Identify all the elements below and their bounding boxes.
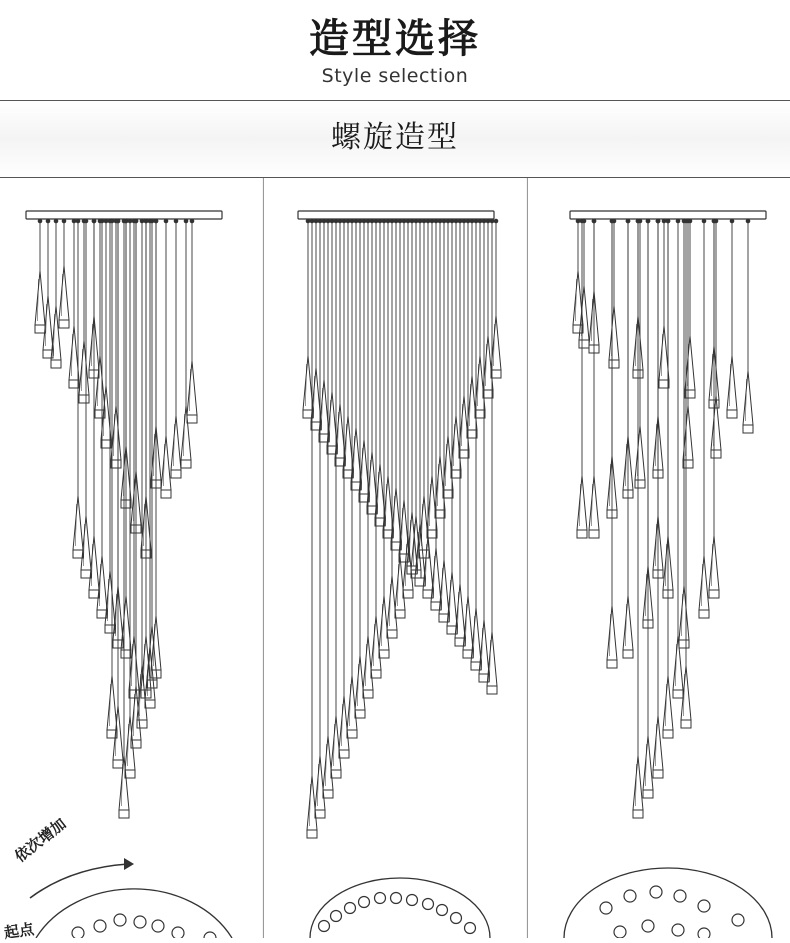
layout-dot: [437, 905, 448, 916]
pendant-cap: [111, 460, 121, 468]
pendant-cap: [443, 490, 453, 498]
pendant-cap: [101, 440, 111, 448]
layout-circle: [310, 878, 490, 938]
layout-dot: [134, 916, 146, 928]
layout-dot: [465, 923, 476, 934]
pendant-cap: [459, 450, 469, 458]
pendant-cap: [681, 720, 691, 728]
pendant-cap: [81, 570, 91, 578]
pendant-cap: [685, 390, 695, 398]
pendant-cap: [711, 450, 721, 458]
layout-dot: [732, 914, 744, 926]
pendant-cone: [35, 271, 45, 325]
pendant-cap: [403, 590, 413, 598]
pendant-cone: [303, 356, 313, 410]
pendant-cone: [635, 426, 645, 480]
pendant-cap: [635, 480, 645, 488]
pendant-cap: [467, 430, 477, 438]
layout-dot: [359, 897, 370, 908]
layout-dot: [698, 928, 710, 938]
pendant-cone: [111, 406, 121, 460]
pendant-cap: [483, 390, 493, 398]
pendant-cone: [633, 756, 643, 810]
spiral-chandelier-drawing-b: [264, 178, 528, 938]
pendant-cone: [643, 736, 653, 790]
pendant-cap: [161, 490, 171, 498]
pendant-cap: [89, 590, 99, 598]
pendant-cone: [623, 596, 633, 650]
layout-dot: [600, 902, 612, 914]
pendant-cap: [379, 650, 389, 658]
ceiling-canopy: [570, 211, 766, 219]
pendant-cap: [419, 550, 429, 558]
pendant-cap: [79, 395, 89, 403]
pendant-cap: [51, 360, 61, 368]
pendant-cone: [69, 326, 79, 380]
pendant-cap: [435, 510, 445, 518]
layout-circle: [36, 889, 232, 938]
pendant-cone: [171, 416, 181, 470]
pendant-cone: [699, 556, 709, 610]
layout-circle: [564, 868, 772, 938]
layout-dot: [72, 927, 84, 938]
pendant-cap: [73, 550, 83, 558]
pendant-cap: [395, 610, 405, 618]
page-title: 造型选择: [309, 16, 481, 62]
pendant-cone: [663, 676, 673, 730]
pendant-cone: [59, 266, 69, 320]
pendant-cap: [633, 810, 643, 818]
pendant-cap: [121, 650, 131, 658]
layout-dot: [94, 920, 106, 932]
pendant-cap: [35, 325, 45, 333]
pendant-cap: [315, 810, 325, 818]
layout-dot: [152, 920, 164, 932]
pendant-cone: [73, 496, 83, 550]
pendant-cap: [487, 686, 497, 694]
pendant-cone: [141, 636, 151, 690]
pendant-cone: [101, 386, 111, 440]
layout-dot: [642, 920, 654, 932]
pendant-cone: [659, 326, 669, 380]
layout-dot: [451, 913, 462, 924]
pendant-cone: [683, 406, 693, 460]
pendant-cap: [663, 730, 673, 738]
layout-dot: [172, 927, 184, 938]
pendant-cap: [727, 410, 737, 418]
layout-dot: [650, 886, 662, 898]
layout-dot: [674, 890, 686, 902]
pendant-cap: [339, 750, 349, 758]
pendant-cap: [743, 425, 753, 433]
chandelier-panel-b: [264, 178, 528, 938]
layout-dot: [672, 924, 684, 936]
direction-arrow: [30, 864, 128, 898]
pendant-cap: [69, 380, 79, 388]
pendant-cone: [491, 316, 501, 370]
layout-dot: [319, 921, 330, 932]
pendant-cone: [727, 356, 737, 410]
pendant-cone: [79, 341, 89, 395]
pendant-cone: [673, 636, 683, 690]
annotation-increase: 依次增加: [11, 814, 70, 866]
pendant-cone: [125, 716, 135, 770]
pendant-cap: [137, 720, 147, 728]
chandelier-panel-c: [528, 178, 790, 938]
pendant-cap: [577, 530, 587, 538]
layout-dot: [375, 893, 386, 904]
pendant-cap: [59, 320, 69, 328]
spiral-chandelier-drawing-c: [528, 178, 790, 938]
pendant-cap: [491, 370, 501, 378]
pendant-cap: [451, 470, 461, 478]
pendant-cone: [709, 536, 719, 590]
layout-dot: [114, 914, 126, 926]
ceiling-canopy: [298, 211, 494, 219]
layout-dot: [391, 893, 402, 904]
pendant-cap: [171, 470, 181, 478]
pendant-cap: [119, 810, 129, 818]
pendant-cone: [187, 361, 197, 415]
pendant-cap: [145, 700, 155, 708]
pendant-cap: [387, 630, 397, 638]
pendant-cap: [113, 760, 123, 768]
pendant-cap: [363, 690, 373, 698]
pendant-cone: [653, 716, 663, 770]
pendant-cap: [709, 590, 719, 598]
ceiling-canopy: [26, 211, 222, 219]
pendant-cap: [147, 680, 157, 688]
pendant-cap: [371, 670, 381, 678]
page-subtitle: Style selection: [321, 65, 469, 87]
pendant-cap: [653, 770, 663, 778]
pendant-cone: [161, 436, 171, 490]
pendant-cap: [643, 790, 653, 798]
pendant-cone: [679, 586, 689, 640]
section-label: 螺旋造型: [331, 120, 459, 155]
pendant-cone: [113, 706, 123, 760]
pendant-cap: [323, 790, 333, 798]
pendant-cap: [355, 710, 365, 718]
pendant-cap: [683, 460, 693, 468]
pendant-cone: [685, 336, 695, 390]
pendant-cone: [743, 371, 753, 425]
pendant-cone: [95, 356, 105, 410]
pendant-cap: [307, 830, 317, 838]
pendant-cap: [579, 340, 589, 348]
pendant-cone: [107, 676, 117, 730]
pendant-cone: [589, 476, 599, 530]
pendant-cap: [673, 690, 683, 698]
layout-dot: [345, 903, 356, 914]
chandelier-panel-a: [0, 178, 264, 942]
pendant-cap: [679, 640, 689, 648]
layout-dot: [331, 911, 342, 922]
pendant-cone: [181, 406, 191, 460]
pendant-cap: [659, 380, 669, 388]
pendant-cone: [577, 476, 587, 530]
annotation-start: 起点: [2, 919, 36, 942]
layout-dot: [204, 932, 216, 938]
pendant-cap: [609, 360, 619, 368]
layout-dot: [624, 890, 636, 902]
pendant-cap: [125, 770, 135, 778]
direction-arrowhead: [124, 858, 134, 870]
pendant-cone: [607, 606, 617, 660]
pendant-cap: [347, 730, 357, 738]
layout-dot: [423, 899, 434, 910]
layout-dot: [614, 926, 626, 938]
pendant-cone: [151, 616, 161, 670]
pendant-cap: [331, 770, 341, 778]
spiral-chandelier-drawing-a: [0, 178, 264, 938]
pendant-cap: [699, 610, 709, 618]
pendant-cone: [609, 306, 619, 360]
pendant-cap: [475, 410, 485, 418]
pendant-cap: [607, 660, 617, 668]
pendant-cap: [623, 650, 633, 658]
pendant-cap: [187, 415, 197, 423]
layout-dot: [698, 900, 710, 912]
pendant-cap: [589, 530, 599, 538]
pendant-cap: [181, 460, 191, 468]
layout-dot: [407, 895, 418, 906]
